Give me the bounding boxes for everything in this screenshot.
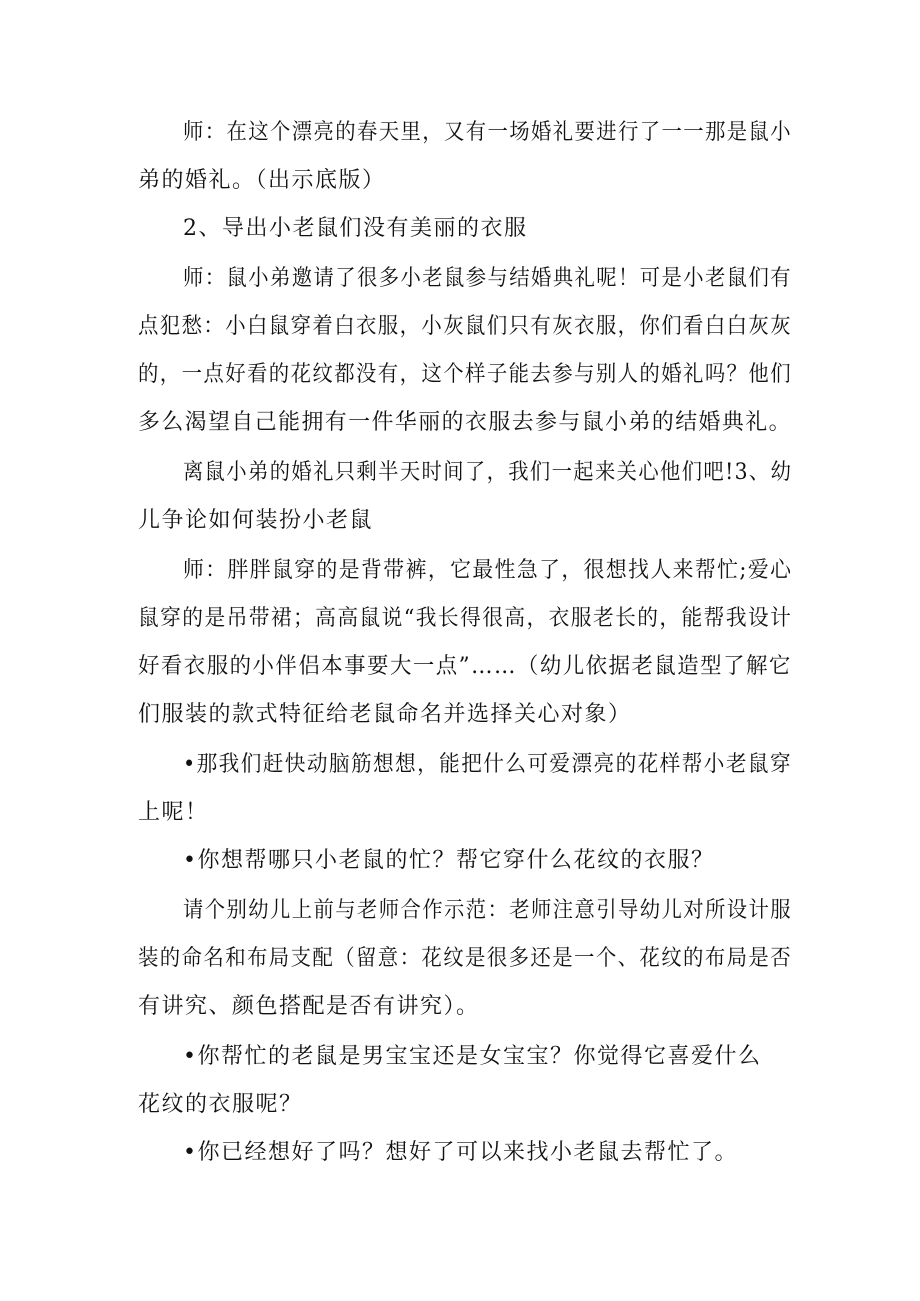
text-line-18: 装的命名和布局支配（留意：花纹是很多还是一个、花纹的布局是否 (138, 946, 793, 971)
text-line-21: 花纹的衣服呢？ (138, 1092, 303, 1117)
text-line-12: 好看衣服的小伴侣本事要大一点”……（幼儿依据老鼠造型了解它 (138, 654, 792, 679)
text-line-9: 儿争论如何装扮小老鼠 (138, 508, 374, 533)
text-line-8: 离鼠小弟的婚礼只剩半天时间了，我们一起来关心他们吧!3、幼 (183, 460, 793, 485)
text-line-1: 师：在这个漂亮的春天里，又有一场婚礼要进行了一一那是鼠小 (183, 120, 792, 145)
text-line-19: 有讲究、颜色搭配是否有讲究）。 (138, 994, 480, 1019)
text-line-15: 上呢！ (138, 800, 209, 825)
text-line-4: 师：鼠小弟邀请了很多小老鼠参与结婚典礼呢！可是小老鼠们有 (183, 266, 792, 291)
text-line-5: 点犯愁：小白鼠穿着白衣服，小灰鼠们只有灰衣服，你们看白白灰灰 (138, 314, 793, 339)
text-line-11: 鼠穿的是吊带裙；高高鼠说“我长得很高，衣服老长的，能帮我设计 (138, 606, 793, 631)
text-line-16: •你想帮哪只小老鼠的忙？帮它穿什么花纹的衣服？ (183, 848, 715, 873)
text-line-13: 们服装的款式特征给老鼠命名并选择关心对象） (138, 702, 632, 727)
text-line-2: 弟的婚礼。（出示底版） (138, 168, 386, 193)
text-line-3: 2、导出小老鼠们没有美丽的衣服 (183, 216, 528, 241)
text-line-22: •你已经想好了吗？想好了可以来找小老鼠去帮忙了。 (183, 1140, 738, 1165)
text-line-14: •那我们赶快动脑筋想想，能把什么可爱漂亮的花样帮小老鼠穿 (183, 752, 793, 777)
text-line-7: 多么渴望自己能拥有一件华丽的衣服去参与鼠小弟的结婚典礼。 (138, 410, 793, 435)
text-line-10: 师：胖胖鼠穿的是背带裤，它最性急了，很想找人来帮忙;爱心 (183, 558, 793, 583)
text-line-20: •你帮忙的老鼠是男宝宝还是女宝宝？你觉得它喜爱什么 (183, 1044, 762, 1069)
text-line-6: 的，一点好看的花纹都没有，这个样子能去参与别人的婚礼吗？他们 (138, 362, 793, 387)
text-line-17: 请个别幼儿上前与老师合作示范：老师注意引导幼儿对所设计服 (183, 898, 792, 923)
